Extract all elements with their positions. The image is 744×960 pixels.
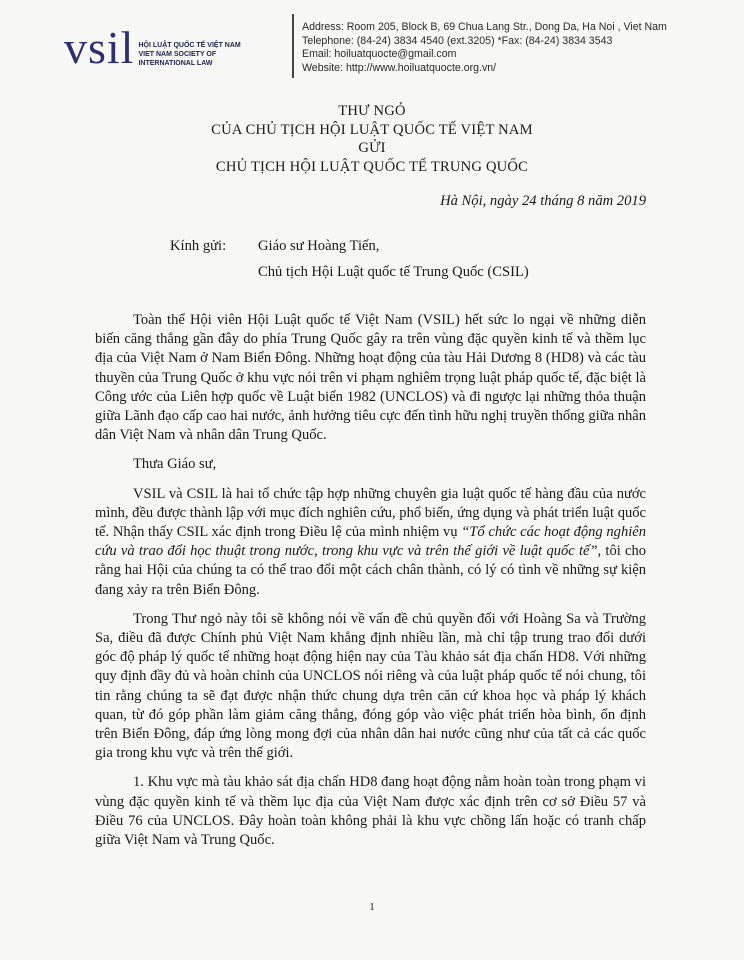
org-name-en-1: VIET NAM SOCIETY OF (138, 51, 217, 58)
salutation-label: Kính gửi: (170, 238, 227, 254)
salutation-spacer (170, 259, 258, 285)
logo-mark: vsil (64, 22, 135, 73)
org-name-en-2: INTERNATIONAL LAW (138, 60, 213, 67)
email-line: Email: hoiluatquocte@gmail.com (302, 48, 457, 61)
body-paragraph-4: 1. Khu vực mà tàu khảo sát địa chấn HD8 đang hoạt động nằm hoàn toàn trong phạm vi vùng đặc quyền kinh tế và thềm lục địa của Việt Nam được xác định trên cơ sở Điều 57 và Điều 76 của UNCLOS. Đây hoàn toàn không phải là khu vực chồng lấn hoặc có tranh chấp giữa Việt Nam và Trung Quốc. (95, 774, 646, 849)
letter-date: Hà Nội, ngày 24 tháng 8 năm 2019 (440, 193, 646, 209)
body-paragraph-3: Trong Thư ngỏ này tôi sẽ không nói về vấn đề chủ quyền đối với Hoàng Sa và Trường Sa, điều đã được Chính phủ Việt Nam khẳng định nhiều lần, mà chỉ tập trung trao đổi dưới góc độ pháp lý quốc tế những hoạt động hiện nay của Tàu khảo sát địa chấn HD8. Với những quy định đầy đủ và hoàn chỉnh của UNCLOS nói riêng và của luật pháp quốc tế nói chung, tôi tin rằng chúng ta sẽ đạt được nhận thức chung dựa trên căn cứ khoa học và pháp lý khách quan, từ đó góp phần làm giảm căng thẳng, đóng góp vào việc phát triển hòa bình, ổn định trên Biển Đông, đáp ứng lòng mong đợi của nhân dân hai nước cũng như của tất cả các quốc gia trong khu vực và trên thế giới. (95, 610, 646, 762)
letter-title (0, 102, 744, 176)
org-name-vn: HỘI LUẬT QUỐC TẾ VIỆT NAM (138, 42, 241, 49)
title-line-4: CHỦ TỊCH HỘI LUẬT QUỐC TẾ TRUNG QUỐC (215, 158, 529, 175)
address-line: Address: Room 205, Block B, 69 Chua Lang Str., Dong Da, Ha Noi , Viet Nam (302, 21, 667, 33)
salutation-row-1 (170, 233, 529, 259)
title-line-1: THƯ NGỎ (338, 103, 406, 119)
recipient-name: Giáo sư Hoàng Tiến, (258, 238, 380, 254)
salutation (170, 233, 529, 285)
letter-body (95, 311, 646, 850)
page-number: 1 (369, 901, 375, 913)
logo-org-name (138, 41, 240, 68)
phone-line: Telephone: (84-24) 3834 4540 (ext.3205) *Fax: (84-24) 3834 3543 (302, 34, 613, 47)
title-line-3: GỬI (358, 140, 386, 157)
body-paragraph-2 (95, 485, 646, 600)
p2-start: VSIL và CSIL là hai tổ chức tập hợp những chuyên gia luật quốc tế hàng đầu của nước mình, đều được thành lập với mục đích nghiên cứu, phổ biến, ứng dụng và phát triển luật quốc tế. Nhận thấy CSIL xác định trong Điều lệ của mình nhiệm vụ (95, 485, 646, 541)
salutation-row-2 (170, 259, 529, 285)
vsil-logo (64, 22, 241, 73)
header-divider (292, 14, 294, 78)
recipient-title: Chủ tịch Hội Luật quốc tế Trung Quốc (CSIL) (258, 264, 529, 280)
title-line-2: CỦA CHỦ TỊCH HỘI LUẬT QUỐC TẾ VIỆT NAM (211, 121, 533, 138)
contact-block (302, 21, 667, 75)
p2-end: , tôi cho rằng hai Hội của chúng ta có thể trao đổi một cách chân thành, có lý có tình về những sự kiện đang xảy ra trên Biển Đông. (95, 543, 646, 598)
p2-quote: “Tổ chức các hoạt động nghiên cứu và trao đổi học thuật trong nước, trong khu vực và trên thế giới về luật quốc tế” (95, 524, 646, 560)
body-paragraph-1: Toàn thể Hội viên Hội Luật quốc tế Việt Nam (VSIL) hết sức lo ngại về những diễn biến căng thẳng gần đây do phía Trung Quốc gây ra trên vùng đặc quyền kinh tế và thềm lục địa của Việt Nam ở Nam Biển Đông. Những hoạt động của tàu Hải Dương 8 (HD8) và các tàu thuyền của Trung Quốc ở khu vực nói trên vi phạm nghiêm trọng luật pháp quốc tế, đặc biệt là Công ước của Liên hợp quốc về Luật biển 1982 (UNCLOS) và đi ngược lại những thỏa thuận giữa Lãnh đạo cấp cao hai nước, ảnh hưởng tiêu cực đến tình hữu nghị truyền thống giữa nhân dân Việt Nam và nhân dân Trung Quốc. (95, 312, 646, 444)
website-line: Website: http://www.hoiluatquocte.org.vn/ (302, 61, 497, 74)
greeting: Thưa Giáo sư, (133, 456, 217, 473)
